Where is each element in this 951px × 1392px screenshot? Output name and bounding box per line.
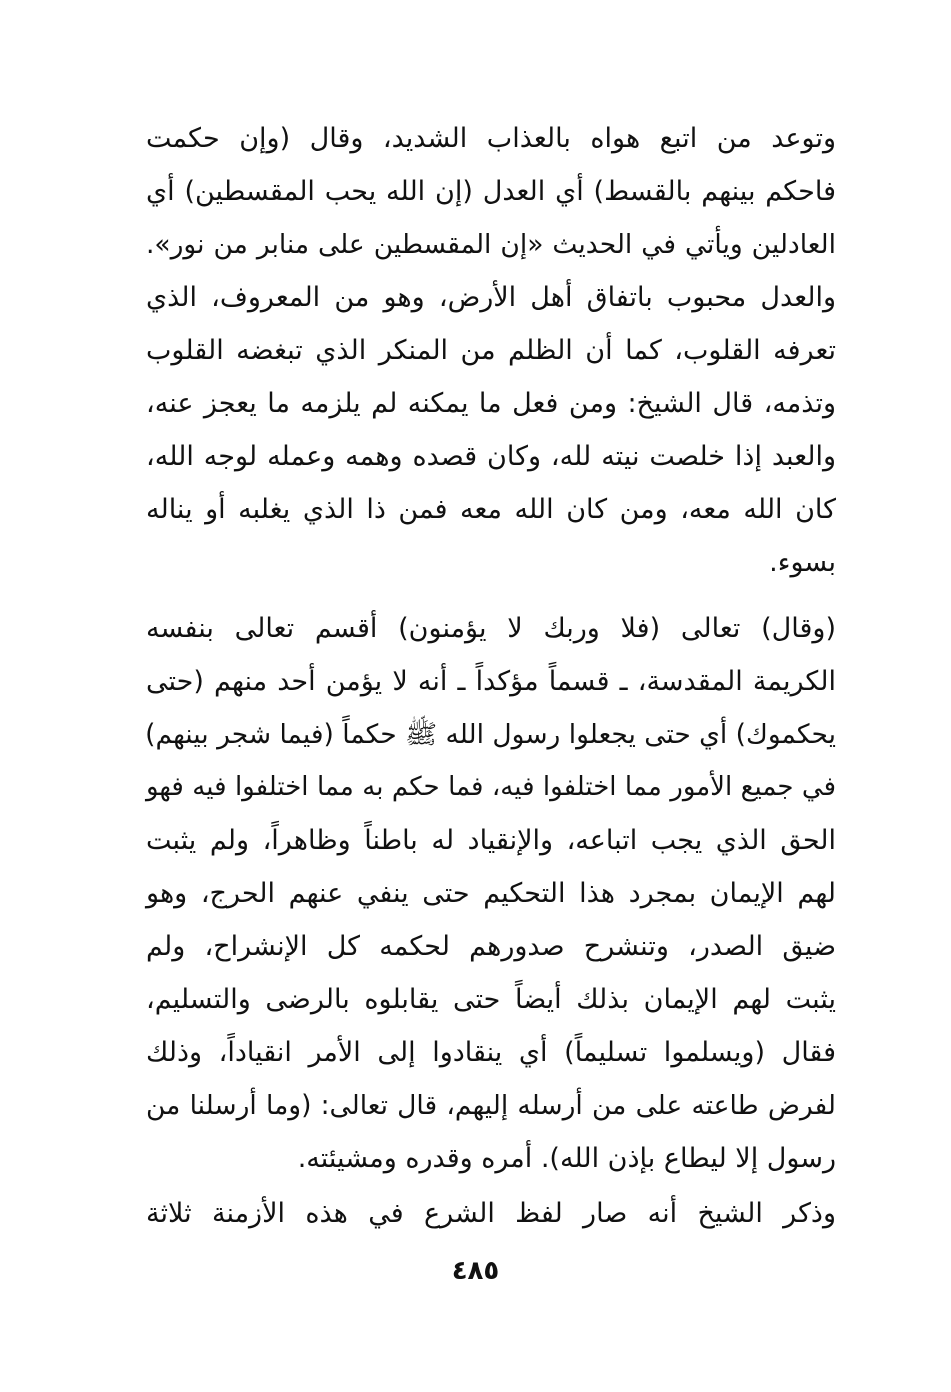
- text-line: وذكر الشيخ أنه صار لفظ الشرع في هذه الأزمنة ثلاثة: [146, 1198, 836, 1229]
- text-line: فاحكم بينهم بالقسط) أي العدل (إن الله يحب المقسطين) أي: [146, 176, 836, 207]
- paragraph-1: [146, 112, 836, 589]
- text-line: رسول إلا ليطاع بإذن الله). أمره وقدره ومشيئته.: [297, 1143, 836, 1174]
- text-line: لفرض طاعته على من أرسله إليهم، قال تعالى: (وما أرسلنا من: [146, 1090, 836, 1121]
- text-line: يثبت لهم الإيمان بذلك أيضاً حتى يقابلوه بالرضى والتسليم،: [146, 984, 836, 1015]
- text-line: الكريمة المقدسة، ـ قسماً مؤكداً ـ أنه لا يؤمن أحد منهم (حتى: [146, 666, 836, 697]
- text-line: ضيق الصدر، وتنشرح صدورهم لحكمه كل الإنشراح، ولم: [146, 931, 836, 962]
- paragraph-3: [146, 1187, 836, 1240]
- paragraph-2: [146, 602, 836, 1185]
- text-line: يحكموك) أي حتى يجعلوا رسول الله ﷺ حكماً (فيما شجر بينهم): [145, 719, 836, 750]
- text-line: العادلين ويأتي في الحديث «إن المقسطين على منابر من نور».: [146, 229, 836, 260]
- text-line: فقال (ويسلموا تسليماً) أي ينقادوا إلى الأمر انقياداً، وذلك: [146, 1037, 836, 1068]
- text-line: بسوء.: [769, 547, 836, 578]
- text-line: والعبد إذا خلصت نيته لله، وكان قصده وهمه وعمله لوجه الله،: [146, 441, 836, 472]
- text-line: وتذمه، قال الشيخ: ومن فعل ما يمكنه لم يلزمه ما يعجز عنه،: [146, 388, 836, 419]
- text-line: الحق الذي يجب اتباعه، والإنقياد له باطناً وظاهراً، ولم يثبت: [146, 825, 836, 856]
- text-line: لهم الإيمان بمجرد هذا التحكيم حتى ينفي عنهم الحرج، وهو: [146, 878, 836, 909]
- text-line: كان الله معه، ومن كان الله معه فمن ذا الذي يغلبه أو يناله: [146, 494, 836, 525]
- page-number: ٤٨٥: [451, 1256, 500, 1286]
- text-line: في جميع الأمور مما اختلفوا فيه، فما حكم به مما اختلفوا فيه فهو: [146, 772, 836, 802]
- text-line: تعرفه القلوب، كما أن الظلم من المنكر الذي تبغضه القلوب: [146, 335, 836, 366]
- text-line: والعدل محبوب باتفاق أهل الأرض، وهو من المعروف، الذي: [146, 282, 836, 313]
- text-line: (وقال) تعالى (فلا وربك لا يؤمنون) أقسم تعالى بنفسه: [146, 613, 836, 644]
- text-line: وتوعد من اتبع هواه بالعذاب الشديد، وقال (وإن حكمت: [146, 123, 836, 154]
